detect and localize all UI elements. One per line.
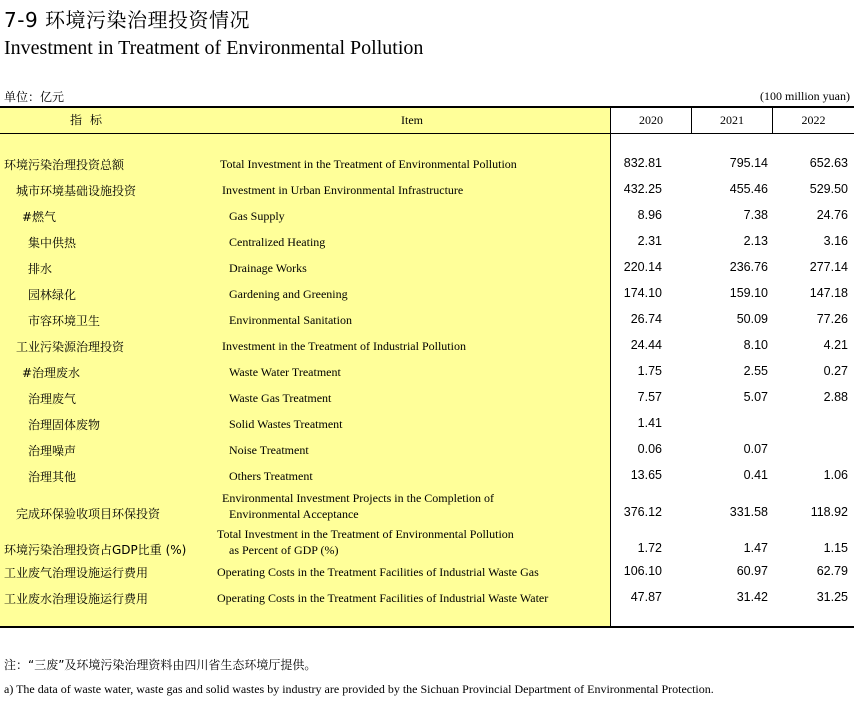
statistics-table — [0, 106, 854, 628]
value-2021: 2.13 — [743, 234, 768, 248]
item-en: Environmental Investment Projects in the Completion of — [222, 491, 494, 505]
value-2020: 432.25 — [623, 182, 662, 196]
unit-label-en: (100 million yuan) — [760, 89, 850, 103]
value-2020: 2.31 — [637, 234, 662, 248]
value-2022: 0.27 — [823, 364, 848, 378]
item-en-continued: Environmental Acceptance — [229, 507, 359, 521]
item-en: Solid Wastes Treatment — [229, 417, 343, 431]
item-en: Drainage Works — [229, 261, 307, 275]
item-en: Others Treatment — [229, 469, 313, 483]
header-year-2021: 2021 — [720, 113, 744, 127]
value-2021: 331.58 — [729, 505, 768, 519]
value-2020: 24.44 — [630, 338, 662, 352]
value-2020: 0.06 — [637, 442, 662, 456]
value-2020: 7.57 — [637, 390, 662, 404]
footnote-zh: 注：“三废”及环境污染治理资料由四川省生态环境厅提供。 — [4, 658, 317, 672]
item-en: Centralized Heating — [229, 235, 326, 249]
value-2022: 1.06 — [823, 468, 848, 482]
indicator-zh: 治理噪声 — [28, 444, 77, 458]
indicator-zh: 环境污染治理投资总额 — [4, 158, 125, 172]
value-2020: 106.10 — [623, 564, 662, 578]
value-2020: 8.96 — [637, 208, 662, 222]
value-2022: 31.25 — [816, 590, 848, 604]
value-2022: 4.21 — [823, 338, 848, 352]
item-en: Gardening and Greening — [229, 287, 348, 301]
indicator-zh: 工业废气治理设施运行费用 — [4, 566, 149, 580]
value-2021: 8.10 — [743, 338, 768, 352]
indicator-zh: 工业废水治理设施运行费用 — [4, 592, 149, 606]
value-2020: 376.12 — [623, 505, 662, 519]
page-title-zh: 7-9 环境污染治理投资情况 — [4, 8, 251, 32]
table-bottom-rule — [0, 626, 854, 628]
value-2021: 2.55 — [743, 364, 768, 378]
value-2021: 31.42 — [736, 590, 768, 604]
item-en: Waste Water Treatment — [229, 365, 341, 379]
value-2020: 1.41 — [637, 416, 662, 430]
value-2020: 832.81 — [623, 156, 662, 170]
value-2022: 24.76 — [816, 208, 848, 222]
value-2020: 1.72 — [637, 541, 662, 555]
value-2020: 26.74 — [630, 312, 662, 326]
value-2021: 1.47 — [743, 541, 768, 555]
header-year-2020: 2020 — [639, 113, 663, 127]
footnote-en: a) The data of waste water, waste gas and solid wastes by industry are provided by the Sichuan Provincial Department of Environmental Protection. — [4, 682, 714, 696]
indicator-zh: 完成环保验收项目环保投资 — [16, 507, 161, 521]
value-2020: 1.75 — [637, 364, 662, 378]
page-title-en: Investment in Treatment of Environmental Pollution — [4, 37, 424, 59]
indicator-zh: 治理废气 — [28, 392, 77, 406]
value-2021: 455.46 — [729, 182, 768, 196]
indicator-zh: #治理废水 — [22, 366, 81, 380]
item-en: Gas Supply — [229, 209, 285, 223]
indicator-zh: 市容环境卫生 — [28, 314, 101, 328]
item-en: Operating Costs in the Treatment Facilities of Industrial Waste Gas — [217, 565, 539, 579]
indicator-zh: 治理固体废物 — [28, 418, 101, 432]
item-en: Total Investment in the Treatment of Environmental Pollution — [217, 527, 514, 541]
indicator-zh: 城市环境基础设施投资 — [16, 184, 137, 198]
value-2022: 147.18 — [809, 286, 848, 300]
item-en-continued: as Percent of GDP (%) — [229, 543, 339, 557]
indicator-zh: #燃气 — [22, 210, 57, 224]
value-2020: 174.10 — [623, 286, 662, 300]
indicator-zh: 集中供热 — [28, 236, 77, 250]
item-en: Environmental Sanitation — [229, 313, 352, 327]
value-2020: 13.65 — [630, 468, 662, 482]
indicator-zh: 治理其他 — [28, 470, 77, 484]
item-en: Investment in the Treatment of Industrial Pollution — [222, 339, 466, 353]
item-en: Total Investment in the Treatment of Environmental Pollution — [220, 157, 517, 171]
column-divider — [610, 108, 611, 626]
value-2021: 236.76 — [729, 260, 768, 274]
value-2020: 220.14 — [623, 260, 662, 274]
value-2021: 5.07 — [743, 390, 768, 404]
value-2021: 0.41 — [743, 468, 768, 482]
item-en: Noise Treatment — [229, 443, 309, 457]
value-2022: 1.15 — [823, 541, 848, 555]
value-2022: 652.63 — [809, 156, 848, 170]
header-rule — [0, 133, 854, 134]
value-2022: 277.14 — [809, 260, 848, 274]
value-2022: 118.92 — [810, 505, 848, 519]
value-2022: 77.26 — [816, 312, 848, 326]
indicator-zh: 环境污染治理投资占GDP比重 (%) — [4, 543, 187, 557]
indicator-zh: 排水 — [28, 262, 53, 276]
value-2021: 60.97 — [736, 564, 768, 578]
header-year-2022: 2022 — [801, 113, 826, 127]
value-2020: 47.87 — [630, 590, 662, 604]
value-2022: 3.16 — [823, 234, 848, 248]
indicator-zh: 工业污染源治理投资 — [16, 340, 125, 354]
value-2021: 159.10 — [729, 286, 768, 300]
unit-label-zh: 单位：亿元 — [4, 90, 65, 104]
indicator-zh: 园林绿化 — [28, 288, 77, 302]
value-2021: 7.38 — [743, 208, 768, 222]
value-2021: 50.09 — [736, 312, 768, 326]
item-en: Waste Gas Treatment — [229, 391, 332, 405]
header-indicator: 指标 — [69, 113, 110, 127]
item-en: Operating Costs in the Treatment Facilities of Industrial Waste Water — [217, 591, 549, 605]
value-2021: 0.07 — [743, 442, 768, 456]
value-2022: 529.50 — [809, 182, 848, 196]
value-2022: 62.79 — [816, 564, 848, 578]
item-en: Investment in Urban Environmental Infrastructure — [222, 183, 464, 197]
header-item: Item — [401, 113, 423, 127]
value-2022: 2.88 — [823, 390, 848, 404]
value-2021: 795.14 — [729, 156, 768, 170]
